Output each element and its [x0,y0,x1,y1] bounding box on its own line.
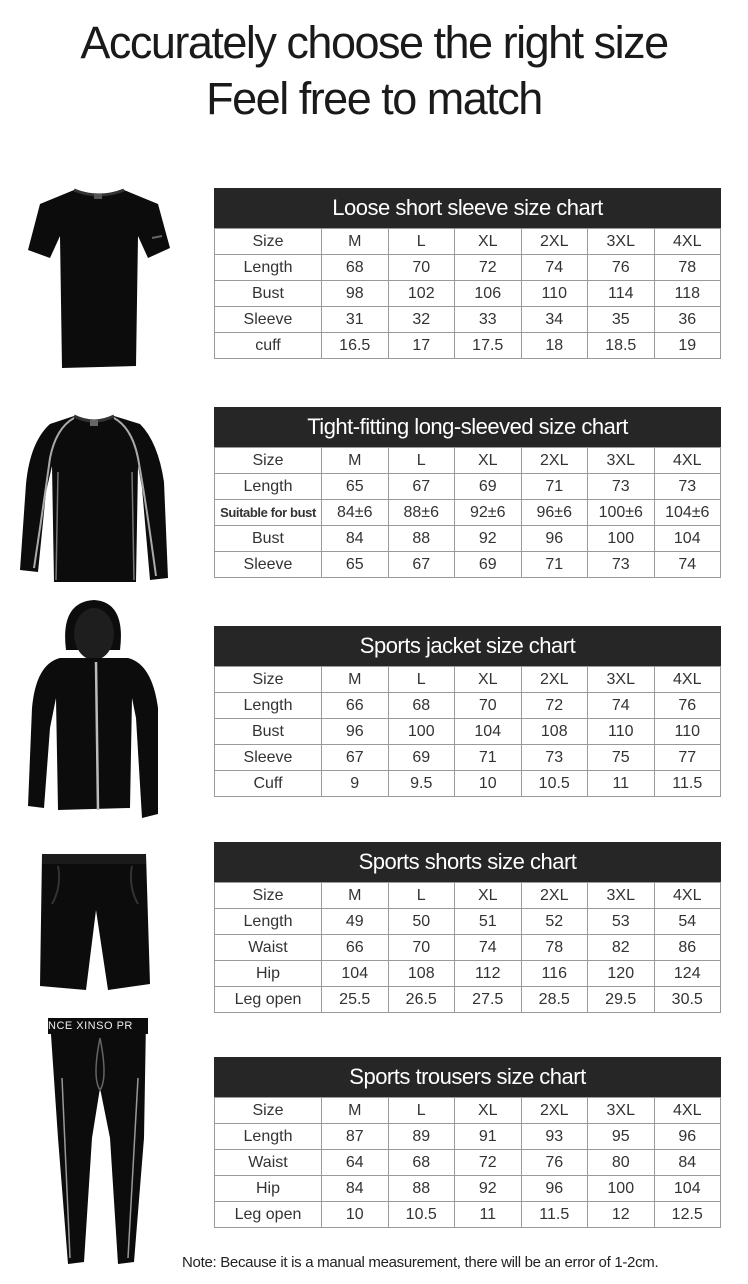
table-cell: 74 [521,255,588,281]
table-cell: 118 [654,281,721,307]
size-table [214,228,721,359]
table-cell: 10.5 [521,771,588,797]
table-cell: 68 [388,1150,455,1176]
table-cell: 66 [322,935,389,961]
table-cell: 88 [388,1176,455,1202]
table-cell: 96 [521,526,588,552]
size-column-header: 3XL [588,883,655,909]
row-label: Sleeve [215,552,322,578]
row-label: Leg open [215,987,322,1013]
size-column-header: M [322,1098,389,1124]
row-label: Length [215,255,322,281]
row-label: Sleeve [215,307,322,333]
size-column-header: 3XL [588,1098,655,1124]
size-column-header: XL [455,667,522,693]
table-cell: 68 [322,255,389,281]
table-row [215,771,721,797]
table-cell: 49 [322,909,389,935]
table-row [215,719,721,745]
table-cell: 75 [588,745,655,771]
table-cell: 17 [388,333,455,359]
size-column-header: M [322,883,389,909]
table-cell: 110 [521,281,588,307]
table-cell: 54 [654,909,721,935]
table-cell: 65 [322,474,389,500]
size-table [214,1097,721,1228]
table-cell: 73 [521,745,588,771]
table-row [215,961,721,987]
chart-title: Sports trousers size chart [214,1057,721,1097]
size-column-header: 2XL [521,1098,588,1124]
table-cell: 96 [322,719,389,745]
table-cell: 18.5 [588,333,655,359]
size-column-header: 2XL [521,883,588,909]
table-cell: 73 [654,474,721,500]
table-cell: 9.5 [388,771,455,797]
table-cell: 116 [521,961,588,987]
size-column-header: L [388,883,455,909]
table-cell: 108 [521,719,588,745]
table-cell: 32 [388,307,455,333]
size-column-header: 3XL [588,229,655,255]
table-cell: 104 [322,961,389,987]
table-cell: 78 [521,935,588,961]
table-cell: 12 [588,1202,655,1228]
shorts-size-chart [214,842,721,1013]
size-column-header: XL [455,1098,522,1124]
size-column-header: 4XL [654,1098,721,1124]
table-cell: 100 [388,719,455,745]
row-label: Waist [215,1150,322,1176]
table-cell: 12.5 [654,1202,721,1228]
table-cell: 104 [455,719,522,745]
table-cell: 86 [654,935,721,961]
table-cell: 77 [654,745,721,771]
row-label: Hip [215,1176,322,1202]
table-cell: 69 [455,552,522,578]
size-column-header: 3XL [588,667,655,693]
table-cell: 67 [388,474,455,500]
row-label: Size [215,883,322,909]
row-label: Sleeve [215,745,322,771]
table-cell: 100 [588,1176,655,1202]
table-cell: 82 [588,935,655,961]
table-row [215,255,721,281]
table-cell: 84 [322,526,389,552]
table-cell: 70 [388,255,455,281]
table-cell: 114 [588,281,655,307]
row-label: Length [215,693,322,719]
table-cell: 87 [322,1124,389,1150]
table-cell: 64 [322,1150,389,1176]
table-cell: 50 [388,909,455,935]
table-cell: 89 [388,1124,455,1150]
row-label: Hip [215,961,322,987]
table-cell: 96 [521,1176,588,1202]
table-cell: 28.5 [521,987,588,1013]
row-label: Length [215,909,322,935]
table-cell: 18 [521,333,588,359]
table-cell: 71 [521,552,588,578]
table-cell: 91 [455,1124,522,1150]
trousers-size-chart [214,1057,721,1228]
table-cell: 106 [455,281,522,307]
row-label: Waist [215,935,322,961]
size-column-header: M [322,667,389,693]
table-cell: 84 [322,1176,389,1202]
table-cell: 124 [654,961,721,987]
table-cell: 100±6 [588,500,655,526]
table-cell: 10.5 [388,1202,455,1228]
table-cell: 110 [588,719,655,745]
size-column-header: M [322,229,389,255]
table-cell: 29.5 [588,987,655,1013]
table-row [215,1150,721,1176]
size-column-header: M [322,448,389,474]
table-cell: 51 [455,909,522,935]
size-header-row [215,229,721,255]
compression-tights-icon [48,1018,148,1268]
table-cell: 78 [654,255,721,281]
table-cell: 80 [588,1150,655,1176]
table-cell: 71 [521,474,588,500]
size-column-header: L [388,448,455,474]
table-cell: 96±6 [521,500,588,526]
row-label: Length [215,474,322,500]
table-cell: 25.5 [322,987,389,1013]
table-row [215,693,721,719]
table-cell: 96 [654,1124,721,1150]
table-cell: 88±6 [388,500,455,526]
size-column-header: L [388,667,455,693]
shorts-icon [38,852,152,992]
size-table [214,666,721,797]
table-cell: 92 [455,1176,522,1202]
table-cell: 84±6 [322,500,389,526]
table-row [215,909,721,935]
table-cell: 112 [455,961,522,987]
row-label: Suitable for bust [215,500,322,526]
table-cell: 69 [455,474,522,500]
table-cell: 36 [654,307,721,333]
row-label: Size [215,448,322,474]
table-cell: 74 [588,693,655,719]
table-cell: 92±6 [455,500,522,526]
chart-title: Sports jacket size chart [214,626,721,666]
size-column-header: 3XL [588,448,655,474]
table-cell: 72 [455,255,522,281]
table-row [215,333,721,359]
table-cell: 70 [388,935,455,961]
table-cell: 67 [388,552,455,578]
table-cell: 33 [455,307,522,333]
table-cell: 73 [588,474,655,500]
table-cell: 76 [588,255,655,281]
table-row [215,281,721,307]
table-cell: 66 [322,693,389,719]
row-label: Size [215,1098,322,1124]
table-cell: 35 [588,307,655,333]
size-header-row [215,1098,721,1124]
table-cell: 104 [654,1176,721,1202]
table-row [215,526,721,552]
table-cell: 88 [388,526,455,552]
row-label: cuff [215,333,322,359]
row-label: Leg open [215,1202,322,1228]
table-cell: 34 [521,307,588,333]
table-cell: 104 [654,526,721,552]
size-column-header: XL [455,448,522,474]
size-column-header: L [388,1098,455,1124]
waistband-text: NCE XINSO PR [48,1018,148,1034]
size-header-row [215,883,721,909]
table-cell: 11 [588,771,655,797]
table-cell: 31 [322,307,389,333]
table-cell: 11 [455,1202,522,1228]
size-column-header: 2XL [521,448,588,474]
table-cell: 100 [588,526,655,552]
table-row [215,474,721,500]
row-label: Size [215,229,322,255]
size-column-header: L [388,229,455,255]
table-cell: 27.5 [455,987,522,1013]
table-row [215,745,721,771]
page-title-line-1: Accurately choose the right size [80,17,668,68]
table-row [215,935,721,961]
table-cell: 120 [588,961,655,987]
table-row [215,987,721,1013]
row-label: Size [215,667,322,693]
table-cell: 10 [455,771,522,797]
table-cell: 108 [388,961,455,987]
short-sleeve-size-chart [214,188,721,359]
table-cell: 26.5 [388,987,455,1013]
row-label: Bust [215,526,322,552]
table-cell: 73 [588,552,655,578]
long-sleeve-compression-shirt-icon [16,412,172,584]
table-cell: 72 [521,693,588,719]
table-cell: 70 [455,693,522,719]
chart-title: Tight-fitting long-sleeved size chart [214,407,721,447]
size-table [214,882,721,1013]
table-cell: 68 [388,693,455,719]
table-cell: 17.5 [455,333,522,359]
table-row [215,307,721,333]
row-label: Cuff [215,771,322,797]
table-row [215,1202,721,1228]
size-column-header: 4XL [654,883,721,909]
table-cell: 74 [455,935,522,961]
table-cell: 76 [654,693,721,719]
table-cell: 9 [322,771,389,797]
table-cell: 71 [455,745,522,771]
jacket-size-chart [214,626,721,797]
table-cell: 11.5 [521,1202,588,1228]
table-row [215,1176,721,1202]
table-cell: 72 [455,1150,522,1176]
size-column-header: XL [455,883,522,909]
table-cell: 11.5 [654,771,721,797]
row-label: Bust [215,719,322,745]
row-label: Bust [215,281,322,307]
table-cell: 53 [588,909,655,935]
size-column-header: 4XL [654,667,721,693]
page-title-line-2: Feel free to match [206,73,542,124]
table-cell: 74 [654,552,721,578]
table-cell: 52 [521,909,588,935]
long-sleeve-size-chart [214,407,721,578]
chart-title: Sports shorts size chart [214,842,721,882]
size-column-header: 4XL [654,229,721,255]
table-cell: 84 [654,1150,721,1176]
table-cell: 104±6 [654,500,721,526]
short-sleeve-tshirt-icon [26,186,172,370]
table-row [215,500,721,526]
size-column-header: 2XL [521,229,588,255]
size-header-row [215,667,721,693]
size-column-header: 4XL [654,448,721,474]
table-cell: 30.5 [654,987,721,1013]
hooded-jacket-icon [24,598,164,822]
table-cell: 16.5 [322,333,389,359]
table-cell: 110 [654,719,721,745]
table-cell: 93 [521,1124,588,1150]
size-column-header: 2XL [521,667,588,693]
size-column-header: XL [455,229,522,255]
size-table [214,447,721,578]
table-cell: 10 [322,1202,389,1228]
chart-title: Loose short sleeve size chart [214,188,721,228]
table-cell: 65 [322,552,389,578]
size-header-row [215,448,721,474]
table-cell: 102 [388,281,455,307]
table-cell: 92 [455,526,522,552]
table-cell: 69 [388,745,455,771]
table-row [215,552,721,578]
measurement-note: Note: Because it is a manual measurement, there will be an error of 1-2cm. [182,1254,659,1271]
table-cell: 19 [654,333,721,359]
table-cell: 76 [521,1150,588,1176]
table-cell: 95 [588,1124,655,1150]
row-label: Length [215,1124,322,1150]
table-cell: 67 [322,745,389,771]
table-row [215,1124,721,1150]
table-cell: 98 [322,281,389,307]
